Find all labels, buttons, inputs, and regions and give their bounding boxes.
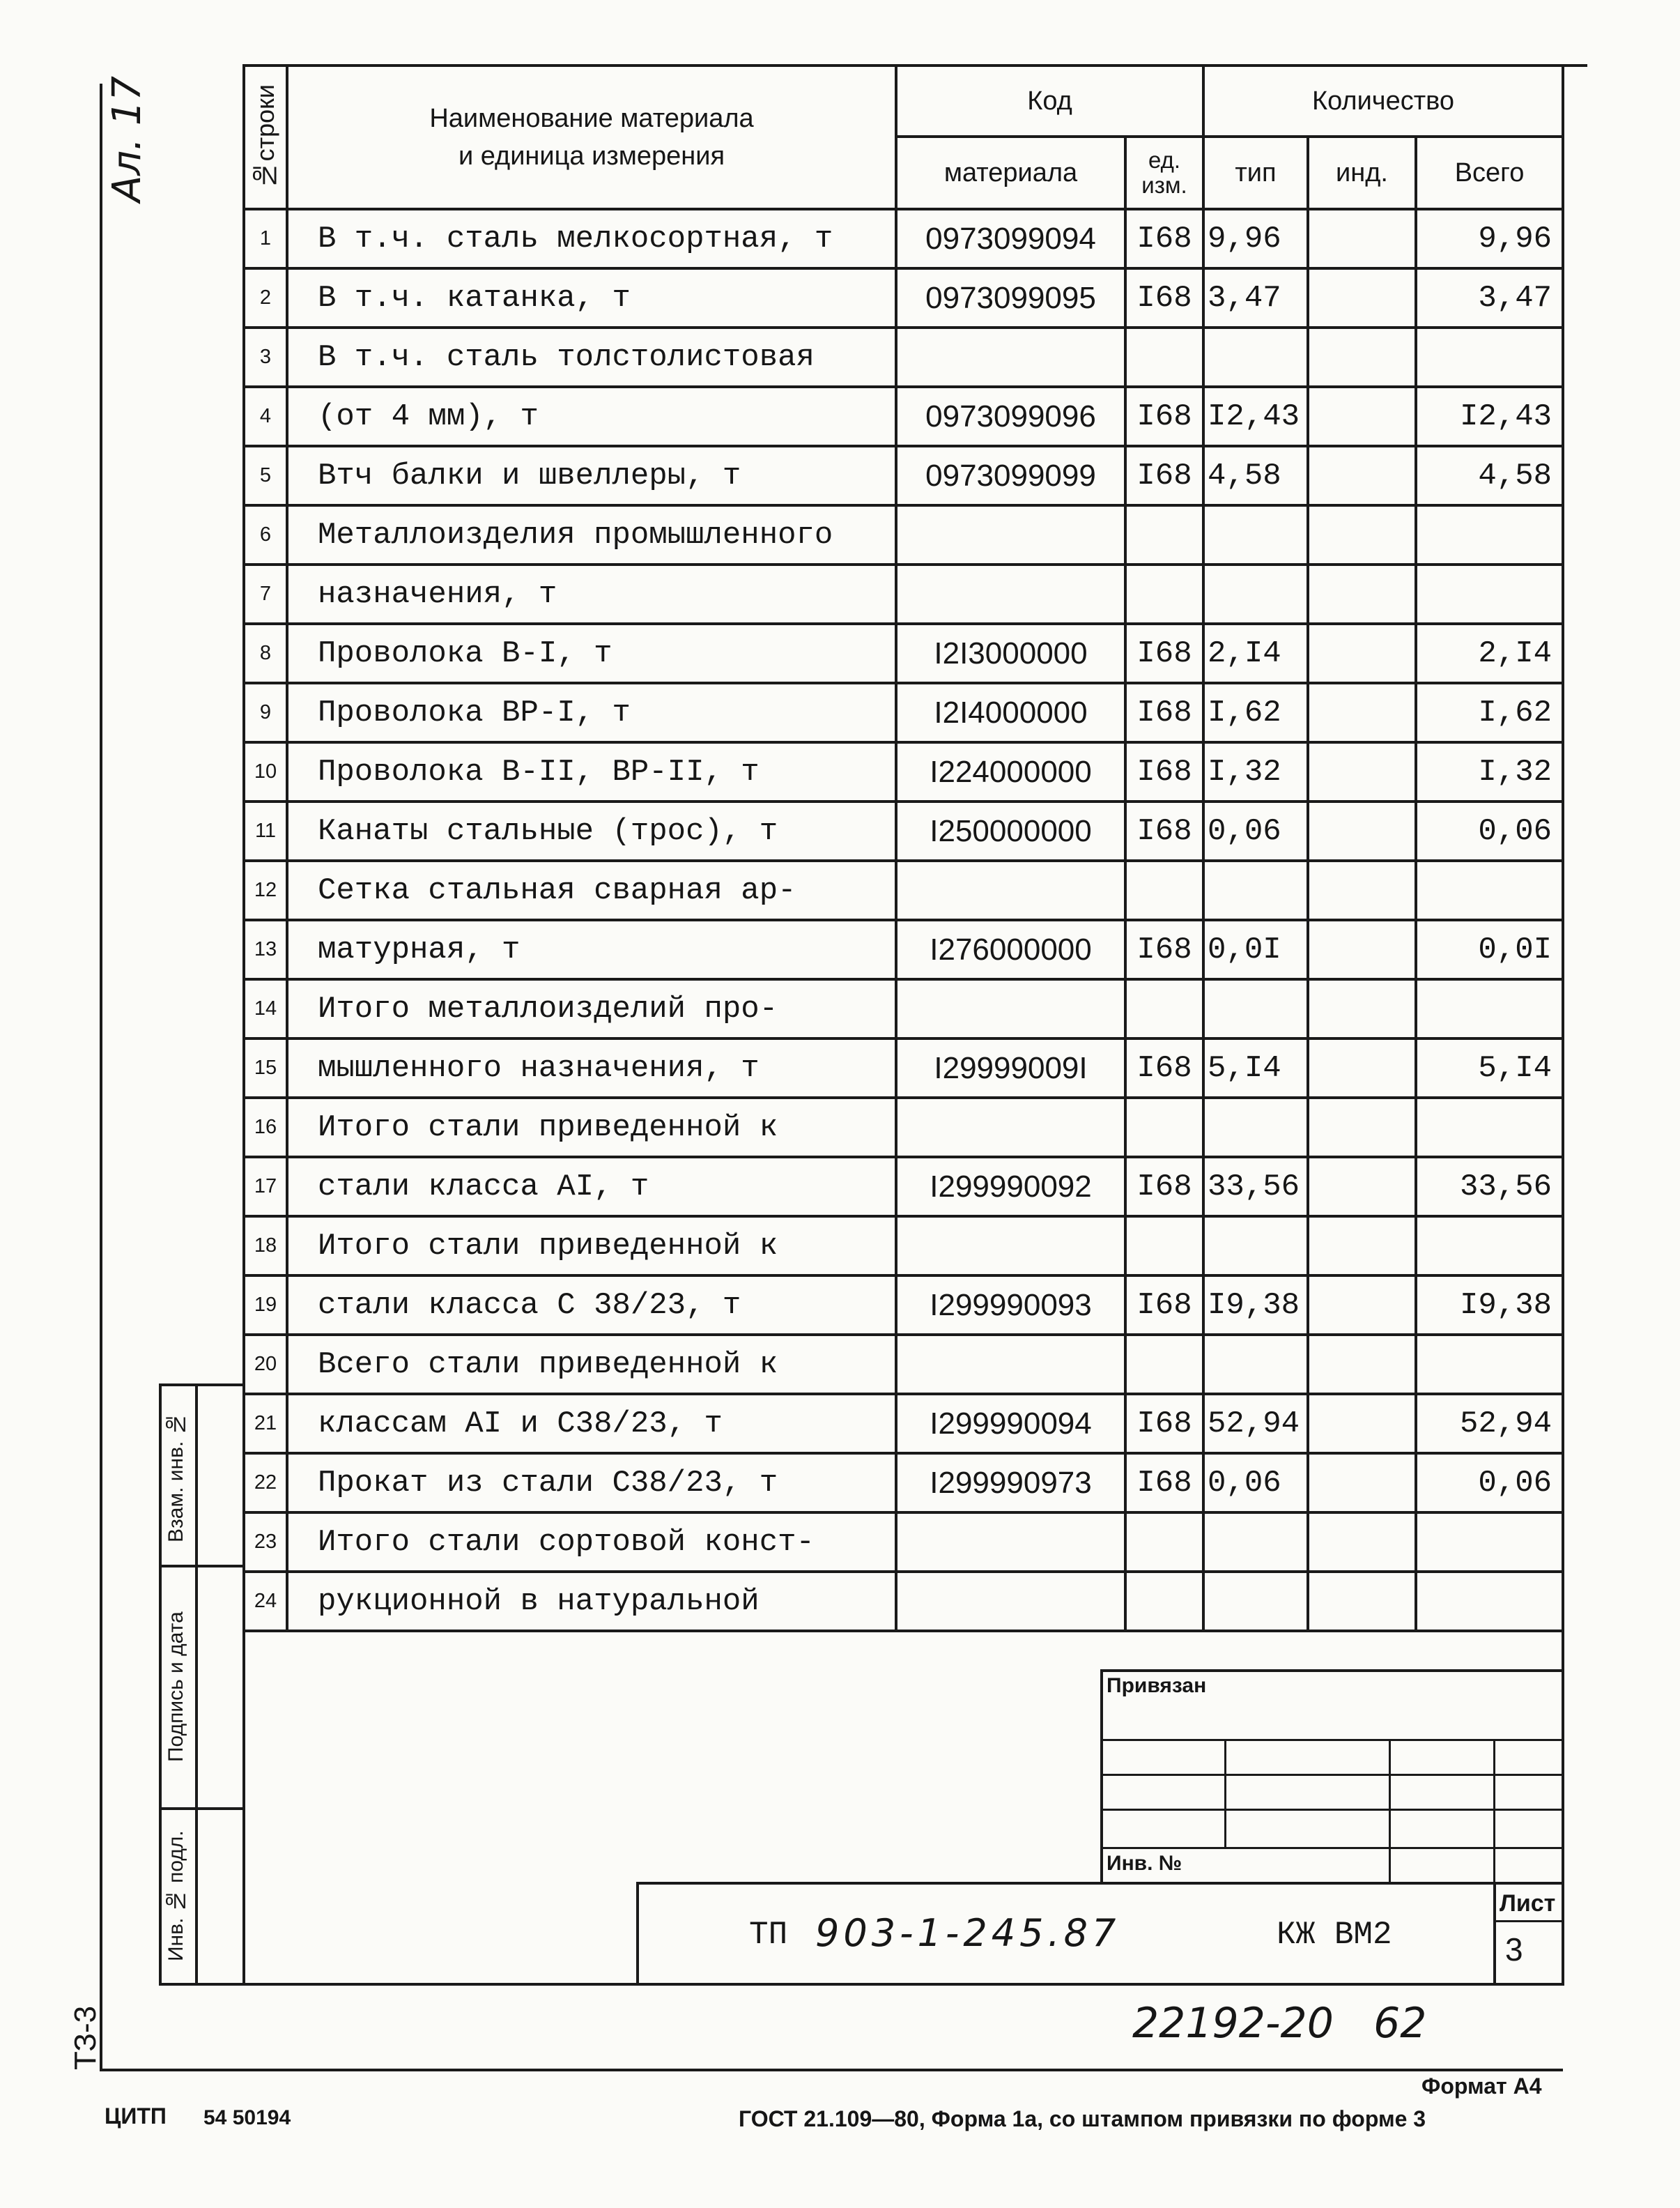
quantity-type: 0,06 (1203, 1453, 1308, 1512)
unit-code: I68 (1125, 1394, 1203, 1453)
quantity-total: 9,96 (1416, 209, 1563, 268)
quantity-ind (1308, 1335, 1416, 1394)
side-stamp-div2 (159, 1807, 245, 1810)
header-total: Всего (1416, 137, 1563, 209)
material-name: рукционной в натуральной (287, 1572, 896, 1631)
table-row (244, 1453, 1563, 1512)
quantity-total (1416, 328, 1563, 387)
quantity-total: 52,94 (1416, 1394, 1563, 1453)
unit-code (1125, 1512, 1203, 1572)
quantity-total: 3,47 (1416, 268, 1563, 328)
table-row (244, 505, 1563, 565)
material-code: 0973099099 (896, 446, 1125, 505)
material-name: (от 4 мм), т (287, 387, 896, 446)
material-code (896, 979, 1125, 1038)
row-number: 20 (244, 1335, 287, 1394)
material-code: I276000000 (896, 920, 1125, 979)
material-name: матурная, т (287, 920, 896, 979)
row-number: 23 (244, 1512, 287, 1572)
quantity-ind (1308, 1512, 1416, 1572)
material-name: Прокат из стали С38/23, т (287, 1453, 896, 1512)
row-number: 22 (244, 1453, 287, 1512)
quantity-ind (1308, 1098, 1416, 1157)
material-code (896, 861, 1125, 920)
stamp-sheet-label: Лист (1500, 1890, 1556, 1917)
side-stamp-top (159, 1383, 245, 1386)
material-code (896, 505, 1125, 565)
material-name: Итого стали приведенной к (287, 1216, 896, 1275)
material-code (896, 1335, 1125, 1394)
material-code: I299990094 (896, 1394, 1125, 1453)
quantity-ind (1308, 268, 1416, 328)
unit-code: I68 (1125, 802, 1203, 861)
quantity-ind (1308, 861, 1416, 920)
quantity-ind (1308, 387, 1416, 446)
unit-code: I68 (1125, 268, 1203, 328)
quantity-total (1416, 979, 1563, 1038)
unit-code: I68 (1125, 446, 1203, 505)
table-row (244, 1394, 1563, 1453)
quantity-ind (1308, 1394, 1416, 1453)
header-type: тип (1203, 137, 1308, 209)
row-number: 15 (244, 1038, 287, 1098)
material-code: 0973099095 (896, 268, 1125, 328)
material-code (896, 1216, 1125, 1275)
material-code: I2I3000000 (896, 624, 1125, 683)
quantity-total (1416, 1216, 1563, 1275)
side-stamp-left (159, 1383, 162, 1985)
stamp-main-bottom (242, 1983, 1564, 1986)
quantity-ind (1308, 1038, 1416, 1098)
quantity-total: I,62 (1416, 683, 1563, 742)
row-number: 11 (244, 802, 287, 861)
stamp-attach-top (1100, 1669, 1564, 1672)
material-code: I224000000 (896, 742, 1125, 802)
table-row (244, 802, 1563, 861)
quantity-type (1203, 505, 1308, 565)
material-name: Всего стали приведенной к (287, 1335, 896, 1394)
quantity-type: I9,38 (1203, 1275, 1308, 1335)
side-label-inv-podl: Инв. № подл. (164, 1830, 187, 1961)
material-code: I2I4000000 (896, 683, 1125, 742)
unit-code (1125, 505, 1203, 565)
quantity-total: I9,38 (1416, 1275, 1563, 1335)
material-code (896, 565, 1125, 624)
quantity-type: 2,I4 (1203, 624, 1308, 683)
row-number: 17 (244, 1157, 287, 1216)
quantity-total (1416, 1335, 1563, 1394)
quantity-type: 4,58 (1203, 446, 1308, 505)
quantity-ind (1308, 802, 1416, 861)
quantity-total (1416, 1572, 1563, 1631)
unit-code: I68 (1125, 920, 1203, 979)
row-number: 5 (244, 446, 287, 505)
material-name: Проволока В-II, ВР-II, т (287, 742, 896, 802)
row-number: 16 (244, 1098, 287, 1157)
unit-code: I68 (1125, 1453, 1203, 1512)
row-number: 9 (244, 683, 287, 742)
table-row (244, 1157, 1563, 1216)
row-number: 10 (244, 742, 287, 802)
material-name: В т.ч. сталь мелкосортная, т (287, 209, 896, 268)
quantity-ind (1308, 979, 1416, 1038)
stamp-sheet-left (1493, 1882, 1496, 1985)
header-name-line1: Наименование материала (429, 104, 754, 133)
row-number: 24 (244, 1572, 287, 1631)
quantity-total: 33,56 (1416, 1157, 1563, 1216)
table-row (244, 683, 1563, 742)
row-number: 7 (244, 565, 287, 624)
stamp-attach-v2 (1389, 1739, 1391, 1884)
unit-code (1125, 1098, 1203, 1157)
unit-code: I68 (1125, 1157, 1203, 1216)
quantity-ind (1308, 1572, 1416, 1631)
unit-code (1125, 328, 1203, 387)
table-row (244, 1335, 1563, 1394)
material-code (896, 1572, 1125, 1631)
material-name: Металлоизделия промышленного (287, 505, 896, 565)
material-code: I29999009I (896, 1038, 1125, 1098)
material-name: стали класса С 38/23, т (287, 1275, 896, 1335)
quantity-ind (1308, 1275, 1416, 1335)
quantity-ind (1308, 565, 1416, 624)
stamp-doc-code: КЖ ВМ2 (1277, 1917, 1392, 1953)
quantity-total (1416, 1098, 1563, 1157)
stamp-inv-no: Инв. № (1107, 1852, 1182, 1875)
unit-code: I68 (1125, 683, 1203, 742)
unit-code: I68 (1125, 624, 1203, 683)
material-name: Канаты стальные (трос), т (287, 802, 896, 861)
table-row (244, 1038, 1563, 1098)
margin-note: Ал. 17 (105, 76, 150, 202)
quantity-ind (1308, 1453, 1416, 1512)
material-name: Итого металлоизделий про- (287, 979, 896, 1038)
side-label-t3: ТЗ-3 (68, 2005, 102, 2070)
stamp-privyazan: Привязан (1107, 1674, 1207, 1697)
stamp-attach-left (1100, 1669, 1103, 1884)
quantity-total: 5,I4 (1416, 1038, 1563, 1098)
quantity-type: 52,94 (1203, 1394, 1308, 1453)
material-name: классам AI и С38/23, т (287, 1394, 896, 1453)
quantity-type (1203, 1512, 1308, 1572)
table-row (244, 446, 1563, 505)
footer-gost: ГОСТ 21.109—80, Форма 1а, со штампом привязки по форме 3 (739, 2106, 1426, 2131)
quantity-total: 0,0I (1416, 920, 1563, 979)
unit-code (1125, 979, 1203, 1038)
unit-code: I68 (1125, 742, 1203, 802)
quantity-type: 5,I4 (1203, 1038, 1308, 1098)
row-number: 6 (244, 505, 287, 565)
quantity-type (1203, 979, 1308, 1038)
quantity-ind (1308, 505, 1416, 565)
quantity-total (1416, 505, 1563, 565)
row-number: 4 (244, 387, 287, 446)
table-row (244, 1216, 1563, 1275)
material-code: I299990093 (896, 1275, 1125, 1335)
material-name: Проволока ВР-I, т (287, 683, 896, 742)
side-label-vzam: Взам. инв. № (164, 1412, 187, 1543)
quantity-type: I2,43 (1203, 387, 1308, 446)
table-row (244, 565, 1563, 624)
header-name (287, 66, 896, 209)
material-code: I250000000 (896, 802, 1125, 861)
table-row (244, 328, 1563, 387)
table-row (244, 1098, 1563, 1157)
stamp-main-left (636, 1882, 639, 1985)
material-name: Сетка стальная сварная ар- (287, 861, 896, 920)
quantity-ind (1308, 920, 1416, 979)
unit-code: I68 (1125, 387, 1203, 446)
quantity-type (1203, 565, 1308, 624)
header-quantity: Количество (1203, 66, 1563, 137)
row-number: 19 (244, 1275, 287, 1335)
frame-left-line (100, 84, 102, 2071)
table-row (244, 209, 1563, 268)
material-code: I299990092 (896, 1157, 1125, 1216)
row-number: 2 (244, 268, 287, 328)
table-row (244, 1572, 1563, 1631)
material-name: Итого стали сортовой конст- (287, 1512, 896, 1572)
quantity-ind (1308, 446, 1416, 505)
quantity-type (1203, 861, 1308, 920)
material-name: В т.ч. катанка, т (287, 268, 896, 328)
quantity-ind (1308, 1157, 1416, 1216)
header-unit-line1: ед. (1148, 147, 1181, 173)
table-row (244, 1512, 1563, 1572)
quantity-ind (1308, 1216, 1416, 1275)
side-stamp-mid (195, 1383, 198, 1985)
quantity-ind (1308, 683, 1416, 742)
unit-code (1125, 565, 1203, 624)
quantity-ind (1308, 209, 1416, 268)
row-number: 14 (244, 979, 287, 1038)
frame-bottom-line (100, 2069, 1563, 2071)
unit-code (1125, 861, 1203, 920)
table-row (244, 742, 1563, 802)
unit-code (1125, 1335, 1203, 1394)
quantity-total: I2,43 (1416, 387, 1563, 446)
handwritten-number: 22192-20 62 (1132, 1999, 1427, 2048)
unit-code: I68 (1125, 209, 1203, 268)
footer-org: ЦИТП (105, 2103, 167, 2129)
quantity-total: 2,I4 (1416, 624, 1563, 683)
material-name: Итого стали приведенной к (287, 1098, 896, 1157)
table-row (244, 920, 1563, 979)
quantity-ind (1308, 742, 1416, 802)
row-number: 12 (244, 861, 287, 920)
header-code: Код (896, 66, 1203, 137)
material-name: назначения, т (287, 565, 896, 624)
material-name: Проволока В-I, т (287, 624, 896, 683)
quantity-total: I,32 (1416, 742, 1563, 802)
quantity-total: 0,06 (1416, 802, 1563, 861)
materials-table (242, 64, 1564, 1632)
header-material: материала (896, 137, 1125, 209)
row-number: 1 (244, 209, 287, 268)
stamp-tp-prefix: ТП (749, 1917, 788, 1953)
unit-code: I68 (1125, 1038, 1203, 1098)
quantity-type: 0,0I (1203, 920, 1308, 979)
material-code (896, 1512, 1125, 1572)
stamp-attach-v3 (1493, 1739, 1495, 1884)
material-code: I299990973 (896, 1453, 1125, 1512)
quantity-type (1203, 1216, 1308, 1275)
quantity-type (1203, 1335, 1308, 1394)
material-code (896, 328, 1125, 387)
quantity-type: I,62 (1203, 683, 1308, 742)
stamp-tp-number: 903-1-245.87 (815, 1911, 1120, 1955)
unit-code (1125, 1216, 1203, 1275)
row-number: 8 (244, 624, 287, 683)
row-number: 13 (244, 920, 287, 979)
unit-code: I68 (1125, 1275, 1203, 1335)
quantity-ind (1308, 328, 1416, 387)
header-name-line2: и единица измерения (458, 141, 725, 171)
material-code: 0973099094 (896, 209, 1125, 268)
header-unit (1125, 137, 1203, 209)
side-stamp-div1 (159, 1565, 245, 1567)
quantity-type: I,32 (1203, 742, 1308, 802)
quantity-type: 3,47 (1203, 268, 1308, 328)
row-number: 21 (244, 1394, 287, 1453)
material-name: В т.ч. сталь толстолистовая (287, 328, 896, 387)
stamp-attach-v1 (1224, 1739, 1226, 1849)
footer-format: Формат А4 (1421, 2073, 1542, 2099)
side-stamp-bottom (159, 1983, 245, 1986)
side-label-podpis: Подпись и дата (164, 1611, 187, 1762)
quantity-total: 0,06 (1416, 1453, 1563, 1512)
quantity-type: 9,96 (1203, 209, 1308, 268)
quantity-type (1203, 1572, 1308, 1631)
quantity-total (1416, 565, 1563, 624)
footer-order: 54 50194 (203, 2106, 291, 2129)
row-number: 18 (244, 1216, 287, 1275)
row-number: 3 (244, 328, 287, 387)
table-row (244, 268, 1563, 328)
material-name: Втч балки и швеллеры, т (287, 446, 896, 505)
material-code (896, 1098, 1125, 1157)
table-row (244, 1275, 1563, 1335)
quantity-ind (1308, 624, 1416, 683)
header-unit-line2: изм. (1141, 172, 1187, 198)
quantity-total (1416, 1512, 1563, 1572)
stamp-sheet-div (1493, 1920, 1564, 1922)
header-row-number: №строки (244, 66, 287, 209)
quantity-type (1203, 328, 1308, 387)
table-row (244, 387, 1563, 446)
material-name: стали класса AI, т (287, 1157, 896, 1216)
quantity-total: 4,58 (1416, 446, 1563, 505)
stamp-sheet-no: 3 (1505, 1931, 1523, 1968)
unit-code (1125, 1572, 1203, 1631)
quantity-type (1203, 1098, 1308, 1157)
stamp-main-top (636, 1882, 1564, 1885)
quantity-total (1416, 861, 1563, 920)
quantity-type: 0,06 (1203, 802, 1308, 861)
table-row (244, 979, 1563, 1038)
header-ind: инд. (1308, 137, 1416, 209)
quantity-type: 33,56 (1203, 1157, 1308, 1216)
table-row (244, 624, 1563, 683)
material-code: 0973099096 (896, 387, 1125, 446)
material-name: мышленного назначения, т (287, 1038, 896, 1098)
table-row (244, 861, 1563, 920)
